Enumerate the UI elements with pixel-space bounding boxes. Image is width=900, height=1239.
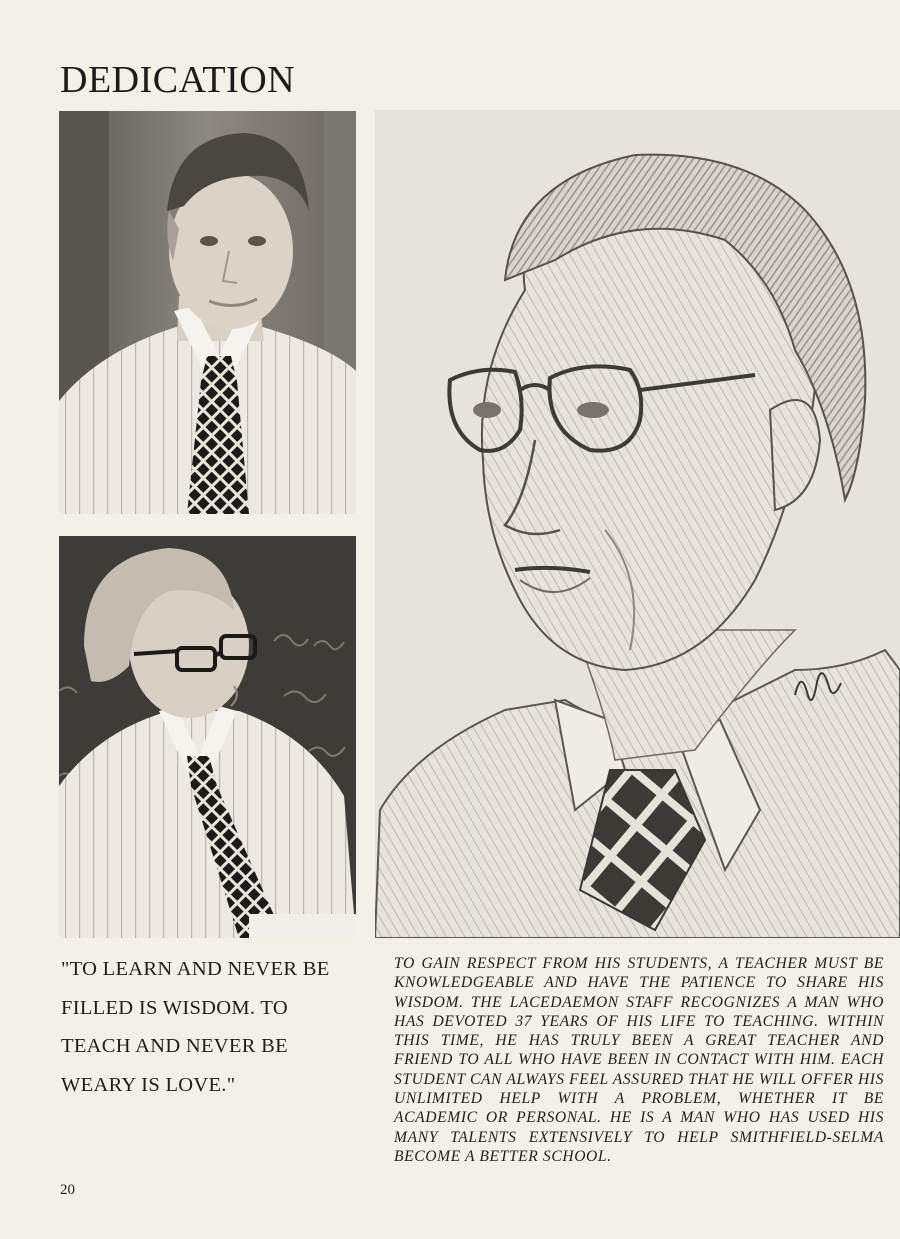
page-title: DEDICATION [60,59,296,101]
page-number: 20 [60,1182,75,1198]
dedication-quote: "TO LEARN AND NEVER BE FILLED IS WISDOM. TO TEACH AND NEVER BE WEARY IS LOVE." [61,958,330,1096]
dedication-tribute-text: TO GAIN RESPECT FROM HIS STUDENTS, A TEACHER MUST BE KNOWLEDGEABLE AND HAVE THE PATIENCE TO SHARE HIS WISDOM. THE LACEDAEMON STAFF RECOGNIZES A MAN WHO HAS DEVOTED 37 YEARS OF HIS LIFE TO TEACHING. WITHIN THIS TIME, HE HAS TRULY BEEN A GREAT TEACHER AND FRIEND TO ALL WHO HAVE BEEN IN CONTACT WITH HIM. EACH STUDENT CAN ALWAYS FEEL ASSURED THAT HE WILL OFFER HIS UNLIMITED HELP WITH A PROBLEM, WHETHER IT BE ACADEMIC OR PERSONAL. HE IS A MAN WHO HAS USED HIS MANY TALENTS EXTENSIVELY TO HELP SMITHFIELD-SELMA BECOME A BETTER SCHOOL. [394,955,884,1165]
teacher-photo-top [59,111,356,514]
pencil-portrait-drawing [375,110,900,938]
teacher-photo-bottom-image [59,536,356,938]
pencil-portrait-image [375,110,900,938]
teacher-photo-top-image [59,111,356,514]
teacher-photo-bottom [59,536,356,938]
